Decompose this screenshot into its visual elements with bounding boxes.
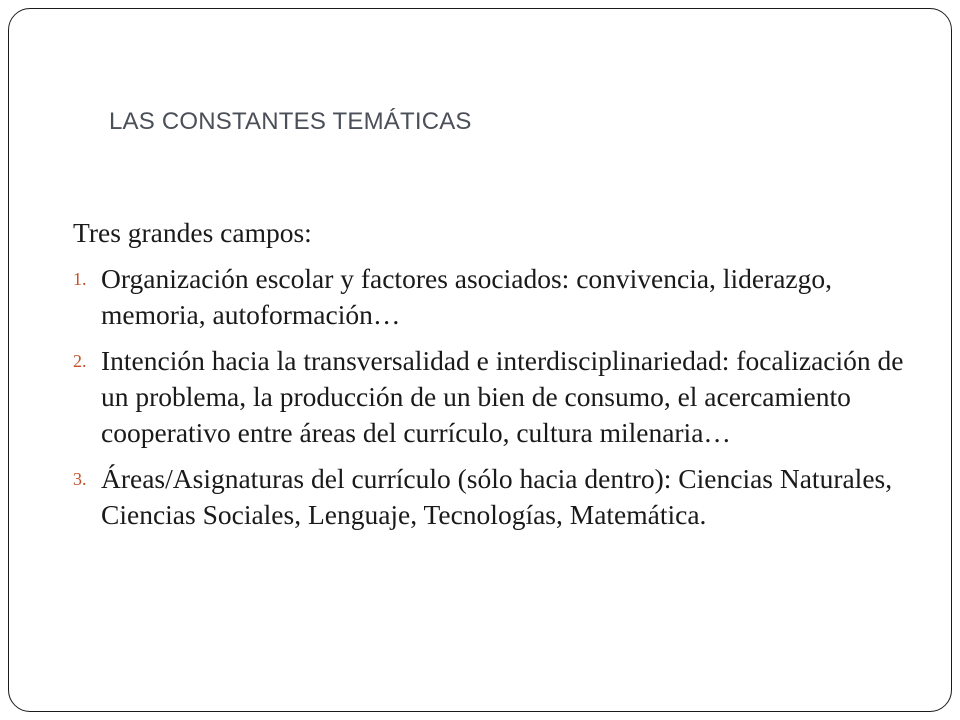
points-list [73, 261, 933, 533]
slide-body [73, 215, 933, 543]
intro-text: Tres grandes campos: [73, 217, 312, 248]
list-number: 2. [73, 351, 87, 371]
slide-title: LAS CONSTANTES TEMÁTICAS [109, 108, 472, 135]
slide-frame [8, 8, 952, 712]
list-item [73, 461, 933, 533]
list-number: 3. [73, 469, 87, 489]
list-text: Áreas/Asignaturas del currículo (sólo hacia dentro): Ciencias Naturales, Ciencias Sociales, Lenguaje, Tecnologías, Matemática. [101, 463, 893, 530]
list-item [73, 343, 933, 451]
list-number: 1. [73, 269, 87, 289]
list-text: Intención hacia la transversalidad e interdisciplinariedad: focalización de un problema, la producción de un bien de consumo, el acercamiento cooperativo entre áreas del currículo, cultura milenaria… [101, 345, 904, 448]
list-text: Organización escolar y factores asociados: convivencia, liderazgo, memoria, autoformación… [101, 263, 832, 330]
list-item [73, 261, 933, 333]
